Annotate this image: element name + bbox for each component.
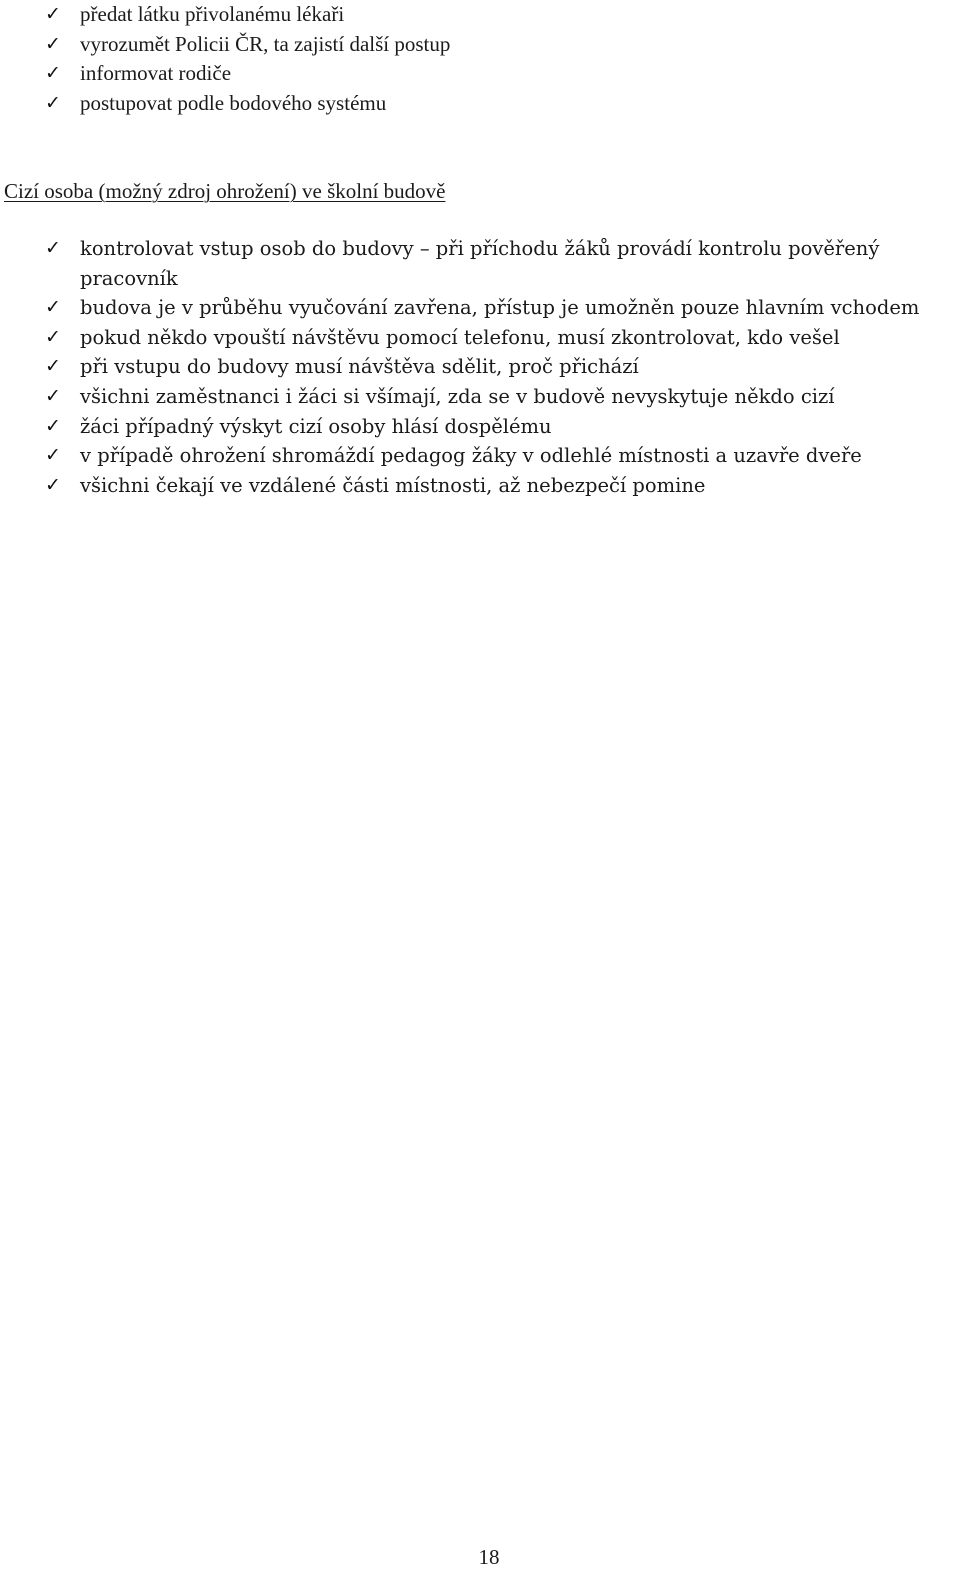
list-item-text: postupovat podle bodového systému <box>80 90 387 115</box>
checkmark-icon: ✓ <box>45 91 61 114</box>
list-item-text: pokud někdo vpouští návštěvu pomocí telefonu, musí zkontrolovat, kdo vešel <box>80 325 840 349</box>
list-item <box>0 352 940 382</box>
list-item <box>0 234 940 293</box>
checkmark-icon: ✓ <box>45 384 61 407</box>
list-item-text: všichni zaměstnanci i žáci si všímají, zda se v budově nevyskytuje někdo cizí <box>80 384 835 408</box>
checkmark-icon: ✓ <box>45 237 61 259</box>
checkmark-icon: ✓ <box>45 62 61 85</box>
list-item <box>0 59 450 89</box>
list-item-text: všichni čekají ve vzdálené části místnosti, až nebezpečí pomine <box>80 473 706 497</box>
checkmark-icon: ✓ <box>45 296 61 319</box>
list-item-text: informovat rodiče <box>80 61 232 86</box>
list-item <box>0 323 940 353</box>
list-item-text: budova je v průběhu vyučování zavřena, přístup je umožněn pouze hlavním vchodem <box>80 296 920 320</box>
checkmark-icon: ✓ <box>45 325 61 348</box>
list-item-text: při vstupu do budovy musí návštěva sdělit, proč přichází <box>80 355 639 379</box>
list-item-text: kontrolovat vstup osob do budovy – při příchodu žáků provádí kontrolu pověřený pracovník <box>80 237 880 290</box>
page-number: 18 <box>478 1545 500 1569</box>
checkmark-icon: ✓ <box>45 444 61 467</box>
list-item-text: předat látku přivolanému lékaři <box>80 2 345 26</box>
checkmark-icon: ✓ <box>45 32 61 55</box>
checkmark-icon: ✓ <box>45 355 61 378</box>
list-item <box>0 382 940 412</box>
bottom-checklist <box>0 234 940 500</box>
list-item <box>0 293 940 323</box>
checkmark-icon: ✓ <box>45 473 61 496</box>
checkmark-icon: ✓ <box>45 3 61 25</box>
section-heading: Cizí osoba (možný zdroj ohrožení) ve školní budově <box>4 179 446 203</box>
list-item <box>0 471 940 501</box>
list-item <box>0 412 940 442</box>
list-item-text: v případě ohrožení shromáždí pedagog žáky v odlehlé místnosti a uzavře dveře <box>80 444 862 468</box>
list-item-text: vyrozumět Policii ČR, ta zajistí další postup <box>80 31 451 56</box>
list-item <box>0 441 940 471</box>
list-item-text: žáci případný výskyt cizí osoby hlásí dospělému <box>80 414 552 438</box>
list-item <box>0 89 450 119</box>
list-item <box>0 0 450 30</box>
list-item <box>0 30 450 60</box>
top-checklist <box>0 0 450 118</box>
checkmark-icon: ✓ <box>45 414 61 437</box>
